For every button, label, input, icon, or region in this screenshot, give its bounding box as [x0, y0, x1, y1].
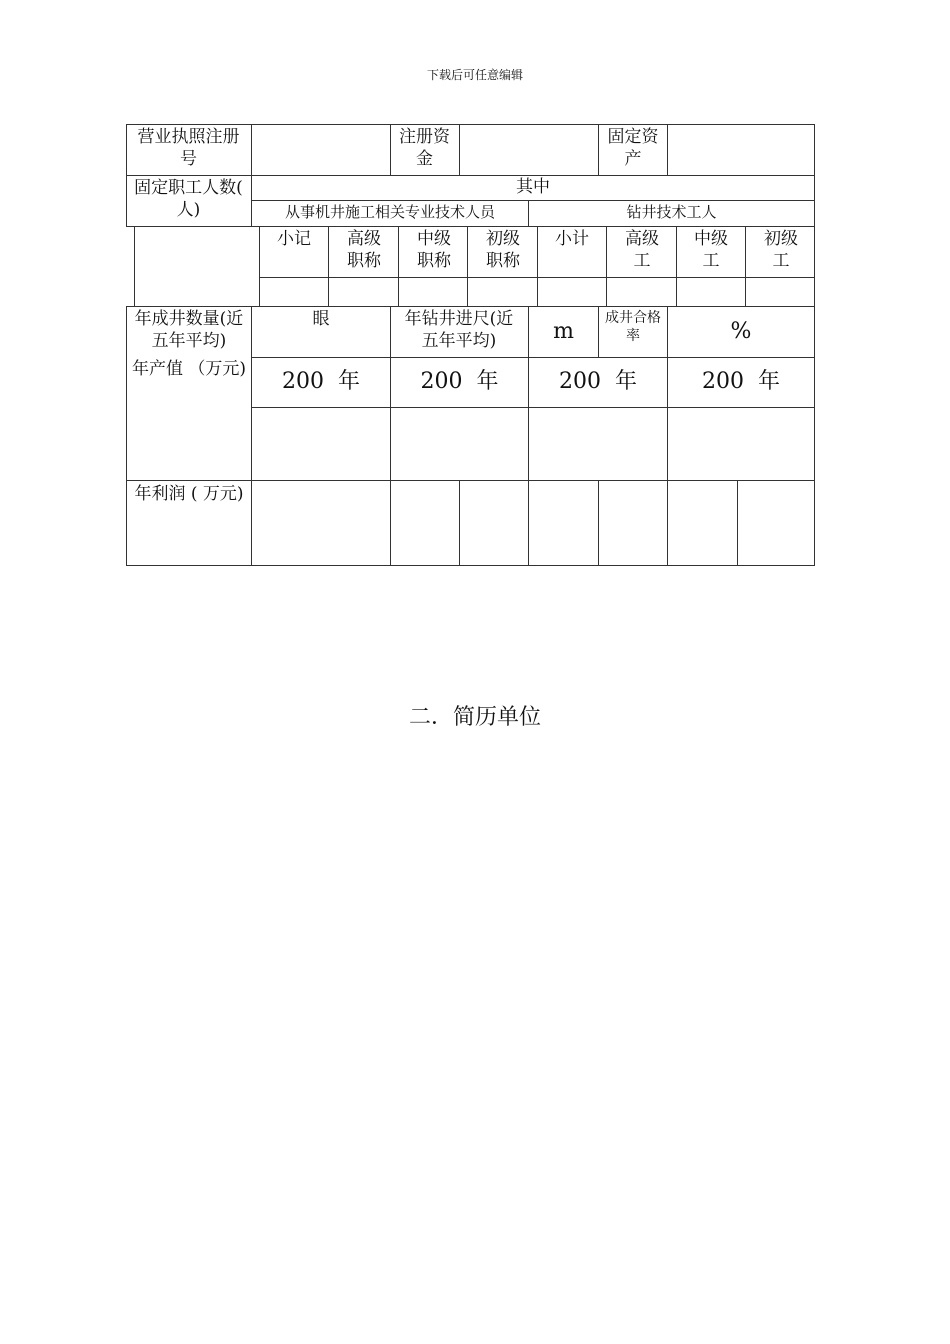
among-label: 其中 [516, 177, 550, 197]
section-title: 二．简历单位 [408, 705, 541, 730]
output-label: 年产值 （万元) [131, 359, 247, 379]
staff-label: 固定职工人数( 人) [134, 178, 243, 221]
tech-staff-label: 从事机井施工相关专业技术人员 [284, 203, 495, 221]
drill-workers-label: 钻井技术工人 [626, 203, 717, 221]
year-cell: 200 年 [702, 369, 780, 394]
year-cell: 200 年 [420, 369, 499, 394]
reg-no-label: 营业执照注册号 [137, 127, 240, 170]
sub-header: 高级职称 [347, 229, 381, 272]
sub-header: 小计 [555, 229, 589, 249]
wells-label: 年成井数量(近五年平均) [134, 309, 244, 352]
header-note: 下载后可任意编辑 [426, 68, 523, 82]
pass-rate-label: 成井合格率 [605, 310, 661, 345]
fixed-assets-label: 固定资产 [607, 127, 659, 170]
reg-capital-label: 注册资金 [399, 127, 450, 170]
sub-header: 中级工 [694, 229, 728, 272]
year-cell: 200 年 [559, 369, 637, 394]
sub-header: 中级职称 [417, 229, 451, 272]
year-cell: 200 年 [282, 369, 360, 394]
sub-header: 高级工 [625, 229, 659, 272]
pass-rate-unit: % [730, 319, 752, 344]
footage-label: 年钻井进尺(近五年平均) [404, 309, 514, 352]
sub-header: 小记 [277, 229, 311, 249]
sub-header: 初级工 [764, 229, 798, 272]
wells-unit: 眼 [312, 309, 330, 329]
profit-label: 年利润 ( 万元) [134, 484, 244, 504]
sub-header: 初级职称 [486, 229, 520, 272]
footage-unit: m [553, 319, 574, 344]
